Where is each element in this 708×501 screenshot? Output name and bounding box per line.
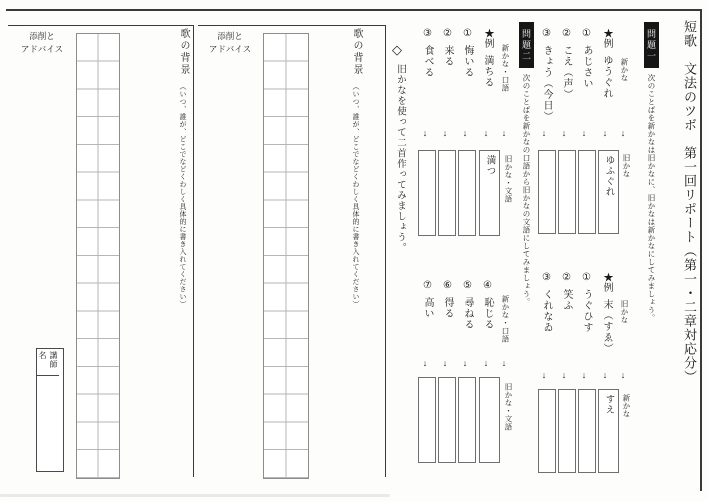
- down-arrow-icon: ↓: [501, 358, 507, 368]
- item-number: ①: [581, 272, 592, 284]
- p1g2-example-word: [599, 272, 614, 354]
- p2g2-answer-box-6[interactable]: [438, 377, 456, 463]
- down-arrow-icon: ↓: [462, 128, 468, 138]
- down-arrow-icon: ↓: [462, 358, 468, 368]
- item-word: 悔いる: [462, 45, 473, 78]
- p2g1-item-3: [420, 28, 435, 78]
- item-number: ③: [422, 28, 433, 40]
- down-arrow-icon: ↓: [620, 370, 626, 380]
- item-number: ①: [462, 28, 473, 40]
- correction-line-1: 添削と: [217, 31, 243, 41]
- p2g2-item-7: [420, 280, 435, 319]
- block1-top-rule: [8, 25, 193, 26]
- down-arrow-icon: ↓: [442, 358, 448, 368]
- p2g2-target-label: 旧かな・文語: [504, 383, 513, 431]
- diamond-icon: ◇: [392, 42, 402, 57]
- p2g1-target-label: 旧かな・文語: [504, 155, 513, 203]
- item-number: ②: [442, 28, 453, 40]
- p1g2-example-answer-box: [598, 389, 619, 473]
- item-word: 得る: [442, 297, 453, 319]
- p2g1-item-1: [460, 28, 475, 78]
- p2g2-item-4: [480, 280, 495, 330]
- composition-instruction: 旧かなを使って二首作ってみましょう。: [395, 64, 405, 253]
- p2g2-source-label: 新かな・口語: [501, 295, 510, 343]
- item-word: きょう（今日）: [541, 45, 552, 122]
- p1g2-answer-box-3[interactable]: [538, 389, 556, 473]
- down-arrow-icon: ↓: [442, 128, 448, 138]
- p2g2-item-5: [460, 280, 475, 330]
- correction-advice-label: [198, 30, 262, 56]
- item-word: 恥じる: [482, 297, 493, 330]
- p1g2-target-label: 新かな: [622, 394, 631, 418]
- down-arrow-icon: ↓: [422, 358, 428, 368]
- item-word: こえ（声）: [561, 45, 572, 100]
- item-number: ⑥: [442, 280, 453, 292]
- problem2-label: 問題二: [519, 22, 534, 68]
- poem-background-label: 歌の背景: [351, 28, 362, 76]
- down-arrow-icon: ↓: [602, 128, 608, 138]
- down-arrow-icon: ↓: [483, 358, 489, 368]
- p2g1-example-answer-box: [479, 150, 500, 236]
- p1g1-source-label: 新かな: [620, 58, 629, 82]
- item-word: 尋ねる: [462, 297, 473, 330]
- item-word: 食べる: [422, 45, 433, 78]
- p1g1-target-label: 旧かな: [622, 154, 631, 178]
- down-arrow-icon: ↓: [561, 128, 567, 138]
- poem-background-column-1: [174, 28, 192, 308]
- poem-background-column-2: [347, 28, 365, 308]
- p1g1-item-2: [559, 28, 574, 100]
- item-number: ①: [581, 28, 592, 40]
- item-number: ⑤: [462, 280, 473, 292]
- p2g1-answer-box-2[interactable]: [438, 150, 456, 236]
- down-arrow-icon: ↓: [581, 370, 587, 380]
- p1g1-example-answer-box: [598, 150, 619, 234]
- p1g1-example-word: [599, 28, 614, 99]
- p2g1-example-word: [480, 28, 495, 88]
- item-word: くれなゐ: [541, 289, 552, 333]
- down-arrow-icon: ↓: [561, 370, 567, 380]
- p2g2-answer-box-4[interactable]: [479, 377, 500, 463]
- poem-background-label: 歌の背景: [178, 28, 189, 76]
- example-word-text: 満ちる: [482, 55, 493, 88]
- p1g2-answer-box-2[interactable]: [558, 389, 576, 473]
- correction-line-1: 添削と: [29, 31, 55, 41]
- item-number: ⑦: [422, 280, 433, 292]
- item-number: ②: [561, 28, 572, 40]
- p1g2-source-label: 旧かな: [620, 300, 629, 324]
- instructor-name-label: 講師名: [37, 349, 59, 376]
- item-word: 笑ふ: [561, 289, 572, 311]
- p2g1-source-label: 新かな・口語: [501, 44, 510, 92]
- item-number: ③: [541, 272, 552, 284]
- p1g2-item-2: [559, 272, 574, 311]
- p1g1-item-1: [579, 28, 594, 89]
- item-word: うぐひす: [581, 289, 592, 333]
- item-number: ②: [561, 272, 572, 284]
- down-arrow-icon: ↓: [501, 128, 507, 138]
- example-word-text: ゆうぐれ: [601, 55, 612, 99]
- item-word: 来る: [442, 45, 453, 67]
- example-answer-text: 満つ: [484, 155, 495, 176]
- down-arrow-icon: ↓: [541, 370, 547, 380]
- problem2-instruction: 次のことばを新かなの口語から旧かなの文語にしてみましょう。: [522, 74, 531, 306]
- p1g2-answer-box-1[interactable]: [578, 389, 596, 473]
- page-right-border: [700, 9, 702, 491]
- p2g1-answer-box-1[interactable]: [458, 150, 476, 236]
- p2g1-answer-box-3[interactable]: [418, 150, 436, 236]
- problem1-instruction: 次のことばを新かなは旧かなに、旧かなは新かなにしてみましょう。: [647, 74, 656, 322]
- correction-line-2: アドバイス: [20, 43, 64, 54]
- problem1-label: 問題一: [644, 22, 659, 68]
- down-arrow-icon: ↓: [541, 128, 547, 138]
- p2g1-item-2: [440, 28, 455, 67]
- page-title: 短歌 文法のツボ 第一回リポート（第一・二章対応分）: [682, 20, 697, 384]
- section-divider-left: [193, 25, 194, 477]
- down-arrow-icon: ↓: [602, 370, 608, 380]
- p1g2-item-3: [539, 272, 554, 333]
- p1g1-answer-box-1[interactable]: [578, 150, 596, 234]
- down-arrow-icon: ↓: [483, 128, 489, 138]
- example-marker: ★例: [482, 28, 493, 48]
- p1g1-answer-box-2[interactable]: [558, 150, 576, 234]
- section-divider-right: [385, 25, 386, 477]
- correction-line-2: アドバイス: [208, 43, 252, 54]
- item-word: 高い: [422, 297, 433, 319]
- p2g2-item-6: [440, 280, 455, 319]
- tanka-writing-grid-1[interactable]: [76, 33, 120, 479]
- p1g2-item-1: [579, 272, 594, 333]
- example-marker: ★例: [601, 28, 612, 48]
- item-number: ③: [541, 28, 552, 40]
- item-word: あじさい: [581, 45, 592, 89]
- poem-background-note: （いつ、誰が、どこでなどくわしく具体的に書き入れてください）: [352, 83, 360, 308]
- tanka-writing-grid-2[interactable]: [263, 33, 309, 479]
- p1g1-item-3: [539, 28, 554, 122]
- example-answer-text: ゆふぐれ: [603, 155, 614, 197]
- down-arrow-icon: ↓: [620, 128, 626, 138]
- scan-edge-artifact: [0, 494, 390, 497]
- instructor-name-box[interactable]: [36, 348, 64, 472]
- item-number: ④: [482, 280, 493, 292]
- down-arrow-icon: ↓: [581, 128, 587, 138]
- block2-top-rule: [198, 25, 385, 26]
- down-arrow-icon: ↓: [422, 128, 428, 138]
- poem-background-note: （いつ、誰が、どこでなどくわしく具体的に書き入れてください）: [179, 83, 187, 308]
- example-word-text: 末（すゑ）: [601, 299, 612, 354]
- p1g1-answer-box-3[interactable]: [538, 150, 556, 234]
- p2g2-answer-box-5[interactable]: [458, 377, 476, 463]
- example-answer-text: すえ: [603, 394, 614, 415]
- correction-advice-label: [10, 30, 74, 56]
- page-top-border: [6, 9, 702, 11]
- p2g2-answer-box-7[interactable]: [418, 377, 436, 463]
- example-marker: ★例: [601, 272, 612, 292]
